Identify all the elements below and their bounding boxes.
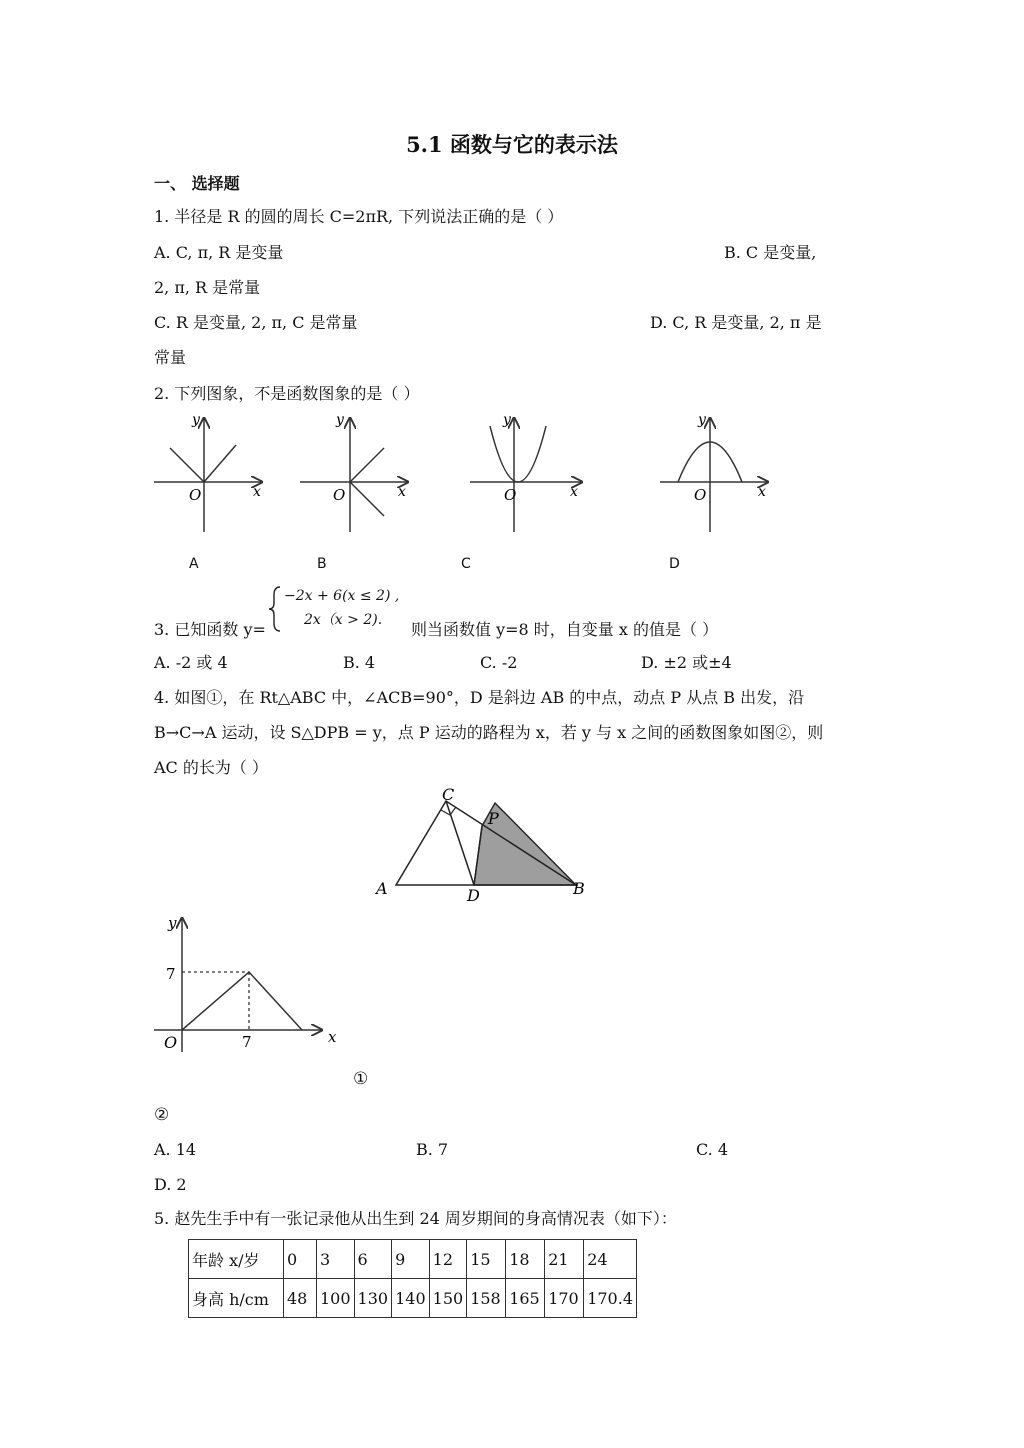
table-cell: 100 [317, 1279, 355, 1318]
graph-a-x-label: x [253, 484, 261, 500]
q1-option-c: C. R 是变量, 2, π, C 是常量 [154, 313, 358, 332]
table-cell: 18 [506, 1240, 545, 1279]
graph-b-y-label: y [336, 412, 344, 428]
graph-d-x-label: x [758, 484, 766, 500]
table-cell: 24 [584, 1240, 637, 1279]
graph-d-caption: D [669, 556, 680, 572]
q1-option-a: A. C, π, R 是变量 [154, 243, 284, 262]
table-header-height: 身高 h/cm [189, 1279, 284, 1318]
page-title: 5.1 函数与它的表示法 [406, 132, 618, 157]
q4-line-1: 4. 如图①，在 Rt△ABC 中，∠ACB=90°，D 是斜边 AB 的中点，动点 P 从点 B 出发，沿 [154, 688, 805, 707]
q4-option-b: B. 7 [416, 1140, 449, 1159]
table-cell: 150 [429, 1279, 467, 1318]
table-row [189, 1240, 637, 1279]
left-brace-icon [268, 585, 282, 633]
q3-option-d: D. ±2 或±4 [641, 653, 732, 672]
q3-option-c: C. -2 [480, 653, 518, 672]
q1-stem: 1. 半径是 R 的圆的周长 C=2πR, 下列说法正确的是（ ） [154, 207, 564, 226]
fig1-label-a: A [376, 879, 388, 898]
graph-c-x-label: x [570, 484, 578, 500]
table-header-age: 年龄 x/岁 [189, 1240, 284, 1279]
fig2-origin: O [164, 1033, 178, 1052]
section-heading: 一、 选择题 [154, 174, 240, 193]
graph-c-y-label: y [503, 412, 511, 428]
q3-suffix: 则当函数值 y=8 时，自变量 x 的值是（ ） [411, 620, 719, 639]
q4-option-c: C. 4 [696, 1140, 729, 1159]
table-cell: 3 [317, 1240, 355, 1279]
graph-b-caption: B [317, 556, 327, 572]
q4-line-2: B→C→A 运动，设 S△DPB = y，点 P 运动的路程为 x，若 y 与 x 之间的函数图象如图②，则 [154, 723, 824, 742]
q2-graph-b [296, 412, 416, 537]
graph-a-y-label: y [192, 412, 200, 428]
graph-b-x-label: x [398, 484, 406, 500]
table-cell: 0 [284, 1240, 317, 1279]
q4-line-3: AC 的长为（ ） [154, 758, 268, 777]
table-cell: 9 [392, 1240, 430, 1279]
table-row [189, 1279, 637, 1318]
q4-figure-triangle [370, 784, 600, 909]
graph-c-origin: O [504, 486, 517, 504]
table-cell: 140 [392, 1279, 430, 1318]
fig1-label-p: P [488, 809, 499, 828]
q1-option-b: B. C 是变量, [724, 243, 817, 262]
graph-d-y-label: y [698, 412, 706, 428]
table-cell: 12 [429, 1240, 467, 1279]
fig2-tick-x: 7 [242, 1033, 252, 1051]
q4-option-d: D. 2 [154, 1175, 187, 1194]
q3-piecewise [268, 585, 408, 633]
fig2-y-label: y [168, 914, 177, 932]
graph-a-caption: A [189, 556, 199, 572]
q1-option-d: D. C, R 是变量, 2, π 是 [650, 313, 822, 332]
graph-d-origin: O [694, 486, 707, 504]
table-cell: 130 [354, 1279, 392, 1318]
table-cell: 48 [284, 1279, 317, 1318]
q2-graph-a [150, 412, 270, 537]
table-cell: 170.4 [584, 1279, 637, 1318]
fig1-label-c: C [442, 785, 455, 804]
figure-2-marker: ② [154, 1105, 170, 1125]
fig2-x-label: x [328, 1028, 337, 1046]
fig1-label-d: D [467, 886, 480, 905]
q3-option-a: A. -2 或 4 [154, 653, 228, 672]
q1-option-b-cont: 2, π, R 是常量 [154, 278, 261, 297]
graph-b-origin: O [333, 486, 346, 504]
fig2-tick-y: 7 [166, 965, 176, 983]
table-cell: 21 [545, 1240, 584, 1279]
q2-stem: 2. 下列图象，不是函数图象的是（ ） [154, 384, 420, 403]
table-cell: 158 [467, 1279, 506, 1318]
table-cell: 15 [467, 1240, 506, 1279]
table-cell: 165 [506, 1279, 545, 1318]
q4-option-a: A. 14 [154, 1140, 197, 1159]
q3-prefix: 3. 已知函数 y= [154, 620, 266, 639]
height-table [188, 1239, 637, 1318]
q4-figure-graph [150, 912, 350, 1057]
graph-a-origin: O [189, 486, 202, 504]
q2-graph-d [656, 412, 780, 537]
q2-graph-c [466, 412, 590, 537]
graph-c-caption: C [461, 556, 471, 572]
q3-option-b: B. 4 [343, 653, 376, 672]
q1-option-d-cont: 常量 [154, 348, 187, 367]
q3-piece-1: −2x + 6(x ≤ 2) , [284, 588, 400, 604]
q3-piece-2: 2x（x > 2). [304, 612, 383, 628]
fig1-label-b: B [573, 879, 585, 898]
figure-1-marker: ① [353, 1069, 369, 1089]
table-cell: 170 [545, 1279, 584, 1318]
table-cell: 6 [354, 1240, 392, 1279]
q5-stem: 5. 赵先生手中有一张记录他从出生到 24 周岁期间的身高情况表（如下）： [154, 1209, 677, 1228]
